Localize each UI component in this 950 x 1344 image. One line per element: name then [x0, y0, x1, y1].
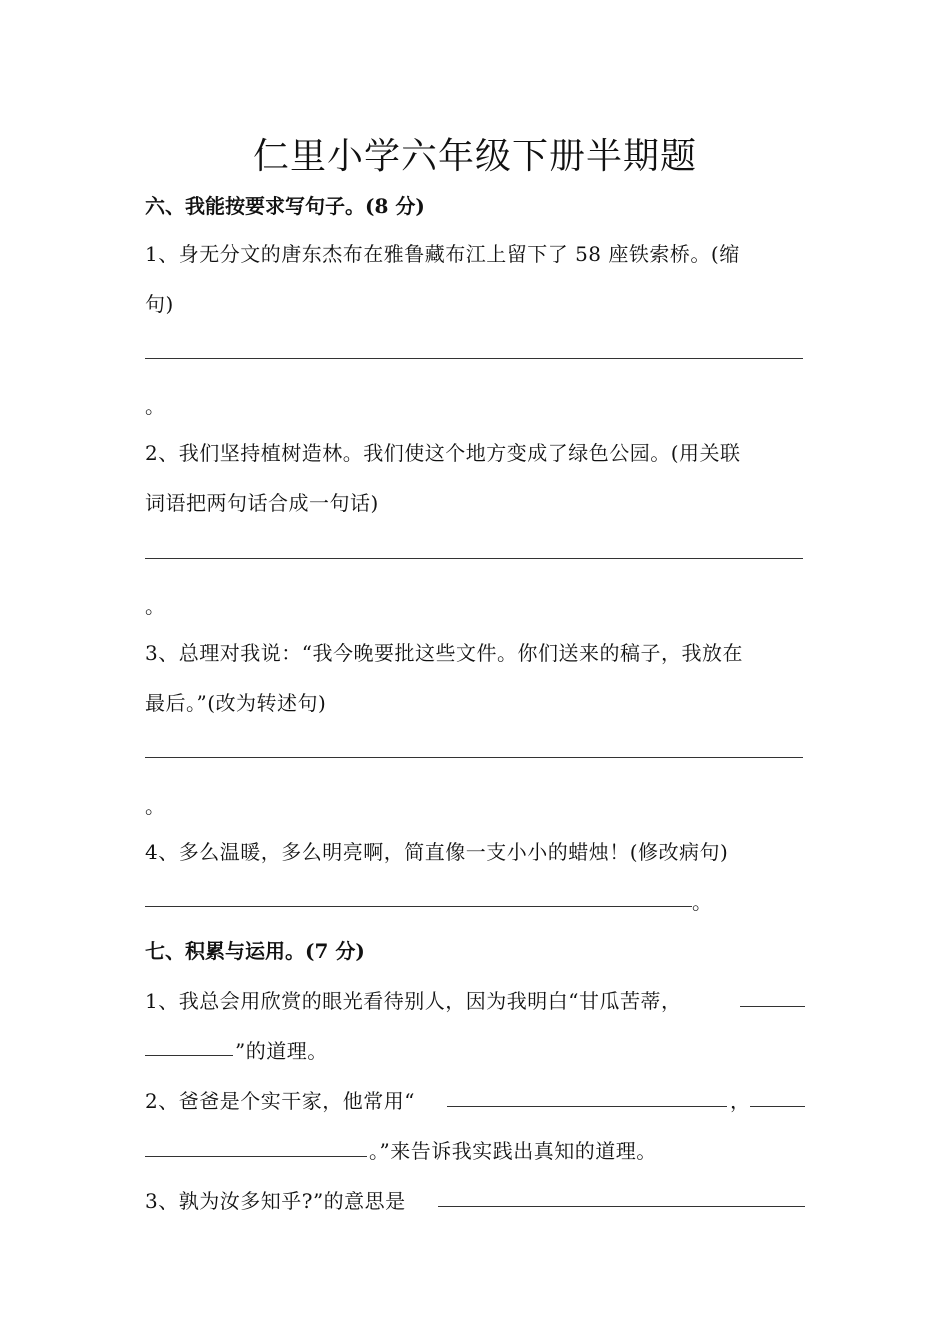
answer-period: 。: [692, 890, 712, 914]
question-6-1-text: 1、身无分文的唐东杰布在雅鲁藏布江上留下了 58 座铁索桥。(缩: [145, 242, 740, 266]
answer-line-6-1[interactable]: [145, 358, 803, 359]
blank-7-2c[interactable]: [145, 1156, 367, 1157]
answer-line-6-3[interactable]: [145, 757, 803, 758]
question-6-1-text-cont: 句): [145, 292, 174, 316]
blank-7-2a[interactable]: [447, 1106, 727, 1107]
question-6-2-text-cont: 词语把两句话合成一句话): [145, 491, 379, 515]
question-6-3-text-cont: 最后。”(改为转述句): [145, 691, 327, 715]
question-7-2-comma: ，: [730, 1089, 751, 1113]
answer-period: 。: [145, 794, 165, 818]
question-7-1-text: 1、我总会用欣赏的眼光看待别人，因为我明白“甘瓜苦蒂，: [145, 989, 682, 1013]
answer-period: 。: [145, 394, 165, 418]
question-7-2-text: 2、爸爸是个实干家，他常用“: [145, 1089, 415, 1113]
question-6-3-text: 3、总理对我说：“我今晚要批这些文件。你们送来的稿子，我放在: [145, 641, 743, 665]
answer-line-6-2[interactable]: [145, 558, 803, 559]
blank-7-1b[interactable]: [145, 1055, 233, 1056]
question-7-2-text-cont: 。”来告诉我实践出真知的道理。: [369, 1139, 657, 1163]
section-heading-7: 七、积累与运用。(7 分): [145, 939, 365, 963]
section-heading-6: 六、我能按要求写句子。(8 分): [145, 194, 425, 218]
page-title: 仁里小学六年级下册半期题: [252, 136, 697, 177]
blank-7-2b[interactable]: [750, 1106, 805, 1107]
blank-7-1a[interactable]: [740, 1006, 805, 1007]
question-6-4-text: 4、多么温暖，多么明亮啊，简直像一支小小的蜡烛！(修改病句): [145, 840, 729, 864]
answer-period: 。: [145, 594, 165, 618]
blank-7-3[interactable]: [438, 1206, 805, 1207]
question-6-2-text: 2、我们坚持植树造林。我们使这个地方变成了绿色公园。(用关联: [145, 441, 741, 465]
question-7-1-text-cont: ”的道理。: [235, 1039, 328, 1063]
question-7-3-text: 3、孰为汝多知乎?”的意思是: [145, 1189, 406, 1213]
answer-line-6-4[interactable]: [145, 906, 692, 907]
